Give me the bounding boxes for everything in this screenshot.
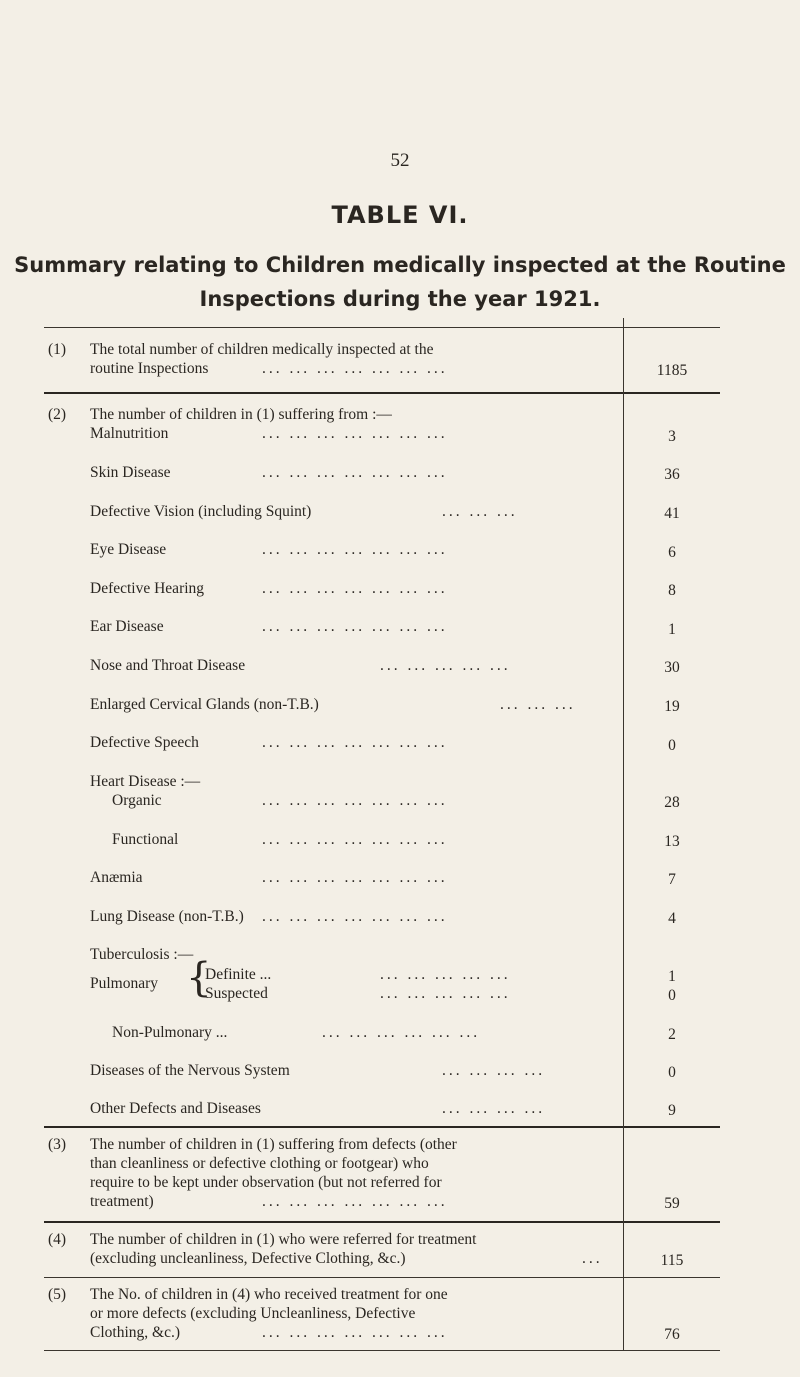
leader-dots: ... ... ... ... ... ... ...: [262, 734, 448, 751]
leader-dots: ... ... ... ... ...: [380, 966, 511, 983]
section-4-line2: (excluding uncleanliness, Defective Clothing, &c.): [90, 1250, 406, 1267]
section-5-value: 76: [664, 1326, 680, 1343]
row-label: Diseases of the Nervous System: [90, 1062, 290, 1079]
leader-dots: ... ... ... ...: [442, 1100, 546, 1117]
row-label: Anæmia: [90, 869, 143, 886]
section-4-number: (4): [48, 1231, 67, 1248]
section-4-line1: The number of children in (1) who were referred for treatment: [90, 1231, 477, 1248]
section-2-number: (2): [48, 406, 67, 423]
row-value: 1: [668, 621, 676, 638]
section-1-value: 1185: [656, 362, 688, 379]
row-label: Other Defects and Diseases: [90, 1100, 261, 1117]
leader-dots: ... ... ... ... ... ... ...: [262, 541, 448, 558]
row-value: 36: [664, 466, 680, 483]
row-label: Nose and Throat Disease: [90, 657, 246, 674]
leader-dots: ... ... ... ... ... ... ...: [262, 360, 448, 377]
tuberculosis-header: Tuberculosis :—: [90, 946, 194, 963]
rule-after-section-3: [44, 1221, 720, 1223]
section-5-line1: The No. of children in (4) who received treatment for one: [90, 1286, 448, 1303]
row-label: Malnutrition: [90, 425, 169, 442]
row-label: Suspected: [205, 985, 268, 1002]
row-label: Skin Disease: [90, 464, 171, 481]
section-1-line1: The total number of children medically inspected at the: [90, 341, 434, 358]
section-5-line2: or more defects (excluding Uncleanliness, Defective: [90, 1305, 416, 1322]
bottom-rule: [44, 1350, 720, 1351]
section-3-line1: The number of children in (1) suffering from defects (other: [90, 1136, 457, 1153]
leader-dots: ... ... ... ... ... ... ...: [262, 618, 448, 635]
row-value: 0: [668, 987, 676, 1004]
section-5-number: (5): [48, 1286, 67, 1303]
section-2-header: The number of children in (1) suffering from :—: [90, 406, 392, 423]
rule-after-section-2: [44, 1126, 720, 1128]
row-label: Defective Hearing: [90, 580, 205, 597]
section-3-line2: than cleanliness or defective clothing or footgear) who: [90, 1155, 429, 1172]
section-3-value: 59: [664, 1195, 680, 1212]
row-value: 7: [668, 871, 676, 888]
section-5-line3: Clothing, &c.): [90, 1324, 180, 1341]
row-label: Lung Disease (non-T.B.): [90, 908, 244, 925]
pulmonary-label: Pulmonary: [90, 975, 159, 992]
row-value: 6: [668, 544, 676, 561]
row-value: 0: [668, 1064, 676, 1081]
leader-dots: ... ... ... ... ... ... ...: [262, 1193, 448, 1210]
row-label: Eye Disease: [90, 541, 167, 558]
row-label: Organic: [112, 792, 162, 809]
leader-dots: ... ... ... ... ... ... ...: [262, 908, 448, 925]
row-label: Defective Vision (including Squint): [90, 503, 312, 520]
row-value: 13: [664, 833, 680, 850]
row-label: Defective Speech: [90, 734, 199, 751]
section-1-line2: routine Inspections: [90, 360, 209, 377]
table-subtitle-line1: Summary relating to Children medically inspected at the Routine: [14, 253, 786, 277]
section-1-number: (1): [48, 341, 67, 358]
row-label: Definite ...: [205, 966, 272, 983]
row-label: Enlarged Cervical Glands (non-T.B.): [90, 696, 319, 713]
leader-dots: ... ... ... ... ...: [380, 657, 511, 674]
table-title: TABLE VI.: [331, 201, 469, 229]
row-label: Ear Disease: [90, 618, 164, 635]
row-value: 28: [664, 794, 680, 811]
row-value: 3: [668, 428, 676, 445]
row-value: 8: [668, 582, 676, 599]
leader-dots: ... ... ... ... ... ... ...: [262, 869, 448, 886]
section-3-line4: treatment): [90, 1193, 154, 1210]
row-value: 4: [668, 910, 676, 927]
row-value: 0: [668, 737, 676, 754]
leader-dots: ...: [582, 1250, 603, 1267]
leader-dots: ... ... ... ... ... ... ...: [262, 580, 448, 597]
row-value: 1: [668, 968, 676, 985]
leader-dots: ... ... ... ... ... ... ...: [262, 425, 448, 442]
section-3-number: (3): [48, 1136, 67, 1153]
row-label: Functional: [112, 831, 179, 848]
leader-dots: ... ... ... ... ... ...: [322, 1024, 481, 1041]
page-number: 52: [390, 150, 410, 171]
leader-dots: ... ... ... ... ... ... ...: [262, 464, 448, 481]
leader-dots: ... ... ... ...: [442, 1062, 546, 1079]
leader-dots: ... ... ... ... ... ... ...: [262, 831, 448, 848]
leader-dots: ... ... ...: [442, 503, 518, 520]
rule-after-section-1: [44, 392, 720, 394]
section-4-value: 115: [660, 1252, 684, 1269]
leader-dots: ... ... ...: [500, 696, 576, 713]
row-value: 41: [664, 505, 680, 522]
row-value: 30: [664, 659, 680, 676]
row-value: 9: [668, 1102, 676, 1119]
brace-icon: {: [186, 955, 212, 1001]
section-3-line3: require to be kept under observation (but not referred for: [90, 1174, 442, 1191]
heart-disease-header: Heart Disease :—: [90, 773, 201, 790]
row-value: 19: [664, 698, 680, 715]
leader-dots: ... ... ... ... ... ... ...: [262, 792, 448, 809]
table-subtitle-line2: Inspections during the year 1921.: [199, 287, 601, 311]
rule-after-section-4: [44, 1277, 720, 1278]
row-value: 2: [668, 1026, 676, 1043]
row-label: Non-Pulmonary ...: [112, 1024, 228, 1041]
top-rule: [44, 327, 720, 328]
leader-dots: ... ... ... ... ... ... ...: [262, 1324, 448, 1341]
leader-dots: ... ... ... ... ...: [380, 985, 511, 1002]
